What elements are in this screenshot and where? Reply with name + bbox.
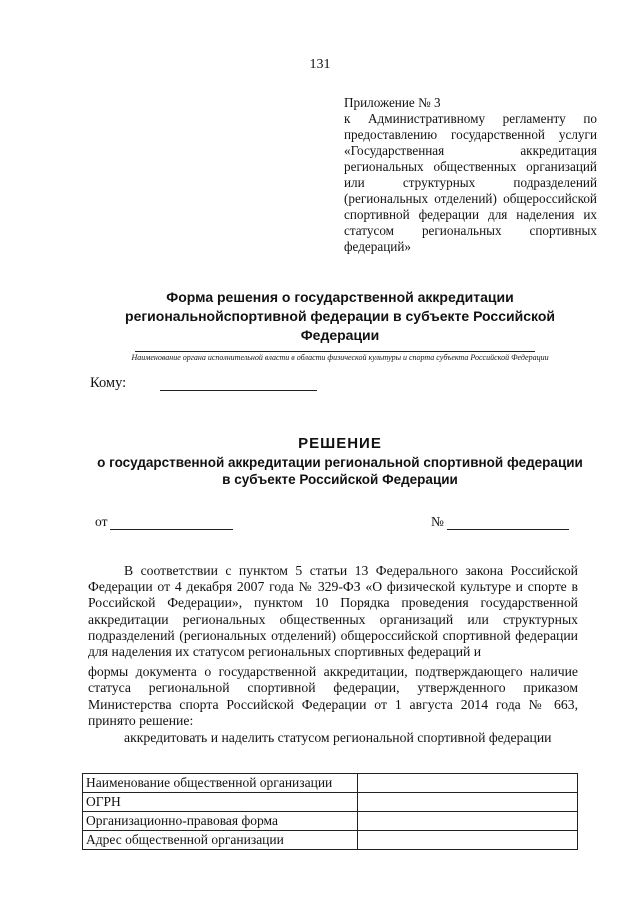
table-cell-value xyxy=(358,793,578,812)
page-number: 131 xyxy=(309,57,331,72)
body-paragraph-2: формы документа о государственной аккредитации, подтверждающего наличие статуса региональной спортивной федерации, утвержденного приказом Министерства спорта Российской Федерации от 1 августа 2014 года № 663, принято решение: xyxy=(88,664,578,728)
form-title xyxy=(90,288,590,345)
organization-info-table xyxy=(82,773,578,850)
table-cell-label: Адрес общественной организации xyxy=(83,831,358,850)
decision-subtitle xyxy=(60,454,620,488)
form-title-line-2: региональнойспортивной федерации в субъекте Российской Федерации xyxy=(125,308,555,343)
table-cell-value xyxy=(358,774,578,793)
appendix-title: Приложение № 3 xyxy=(344,95,441,110)
table-row xyxy=(83,831,578,850)
table-cell-label: Наименование общественной организации xyxy=(83,774,358,793)
table-cell-label: Организационно-правовая форма xyxy=(83,812,358,831)
komu-label: Кому: xyxy=(90,375,127,391)
table-row xyxy=(83,774,578,793)
date-field-line xyxy=(110,529,233,530)
organ-caption: Наименование органа исполнительной власти в области физической культуры и спорта субъекта Российской Федерации xyxy=(131,353,549,362)
decision-subtitle-line-1: о государственной аккредитации региональной спортивной федерации xyxy=(97,455,583,470)
appendix-text: к Административному регламенту по предоставлению государственной услуги «Государственная аккредитация региональных общественных организаций или структурных подразделений (региональных отделений) общероссийской спортивной федерации для наделения их статусом региональных спортивных федераций» xyxy=(344,111,597,254)
date-label: от xyxy=(95,514,108,529)
table-cell-value xyxy=(358,812,578,831)
decision-subtitle-line-2: в субъекте Российской Федерации xyxy=(222,472,458,487)
table-cell-label: ОГРН xyxy=(83,793,358,812)
form-title-line-1: Форма решения о государственной аккредитации xyxy=(166,289,514,305)
number-label: № xyxy=(431,514,444,529)
appendix-block xyxy=(344,95,597,255)
table-row xyxy=(83,793,578,812)
organ-name-line xyxy=(135,351,535,352)
body-paragraph-3: аккредитовать и наделить статусом региональной спортивной федерации xyxy=(124,730,552,746)
body-paragraph-1: В соответствии с пунктом 5 статьи 13 Федерального закона Российской Федерации от 4 декабря 2007 года № 329-ФЗ «О физической культуре и спорте в Российской Федерации», пунктом 10 Порядка проведения государственной аккредитации региональных общественных организаций или структурных подразделений (региональных отделений) общероссийской спортивной федерации для наделения их статусом региональных спортивных федераций и xyxy=(88,563,578,660)
table-cell-value xyxy=(358,831,578,850)
komu-field-line xyxy=(160,390,317,391)
number-field-line xyxy=(447,529,569,530)
decision-body xyxy=(88,563,578,746)
table-row xyxy=(83,812,578,831)
decision-title: РЕШЕНИЕ xyxy=(298,435,382,452)
